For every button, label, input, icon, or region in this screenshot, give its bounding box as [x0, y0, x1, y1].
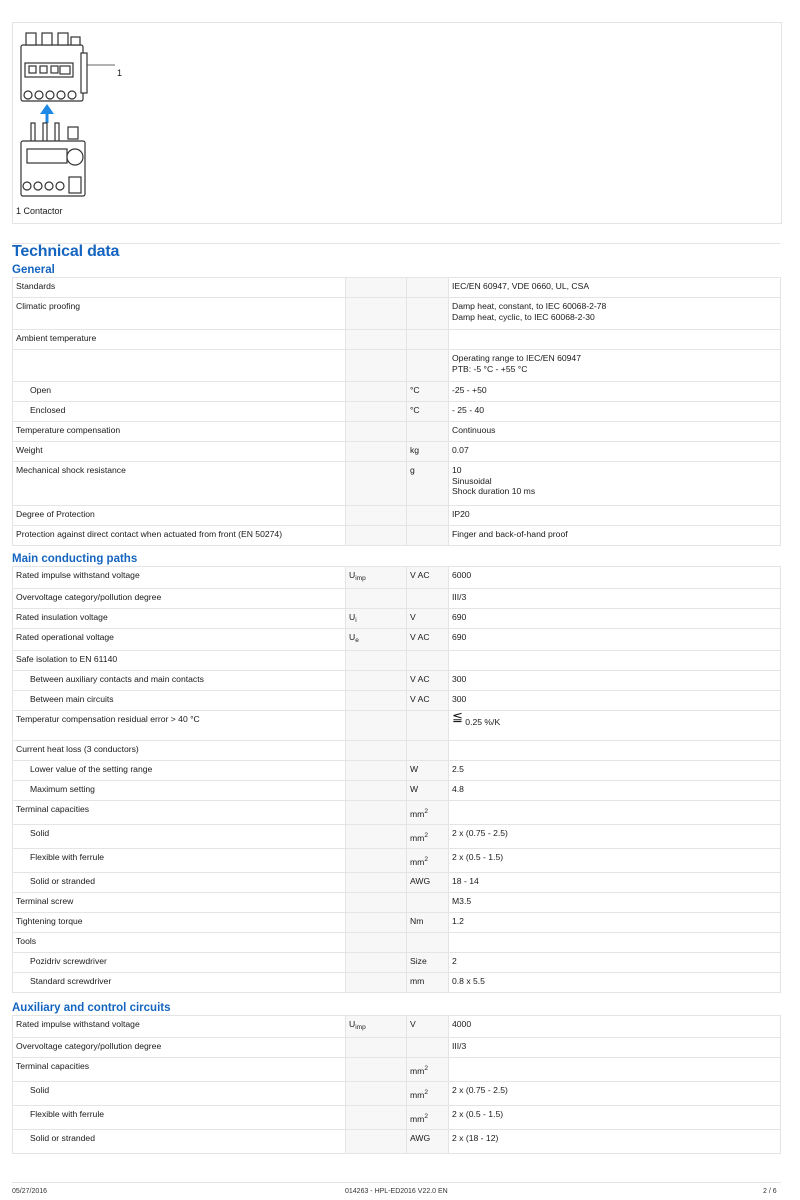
spec-row: [13, 651, 781, 671]
spec-row: [13, 567, 781, 589]
unit-text: V AC: [410, 570, 430, 580]
unit-text: W: [410, 784, 419, 794]
spec-label: Tightening torque: [13, 913, 346, 933]
spec-row: [13, 973, 781, 993]
spec-row: [13, 1130, 781, 1154]
unit-text: AWG: [410, 876, 431, 886]
spec-row: [13, 893, 781, 913]
spec-value-cell: [449, 1130, 781, 1154]
less-equal-icon: ≦: [452, 709, 463, 724]
spec-table: [12, 277, 781, 546]
spec-row: [13, 933, 781, 953]
spec-value-cell: [449, 526, 781, 546]
spec-value: 6000: [452, 570, 472, 580]
spec-value-cell: [449, 741, 781, 761]
unit-text: Nm: [410, 916, 424, 926]
spec-unit: [407, 873, 449, 893]
spec-row: [13, 589, 781, 609]
spec-value-cell: [449, 801, 781, 825]
spec-value-cell: [449, 298, 781, 330]
spec-symbol: [346, 1058, 407, 1082]
spec-value-cell: [449, 933, 781, 953]
spec-unit: [407, 589, 449, 609]
spec-value-cell: [449, 671, 781, 691]
section-heading: Main conducting paths: [12, 553, 138, 565]
spec-unit: [407, 382, 449, 402]
unit-text: kg: [410, 445, 420, 455]
spec-symbol: [346, 691, 407, 711]
spec-value-cell: [449, 402, 781, 422]
spec-value: Finger and back-of-hand proof: [452, 529, 568, 539]
spec-label: Climatic proofing: [13, 298, 346, 330]
section-main-conducting-paths: [12, 552, 781, 993]
spec-label: Flexible with ferrule: [13, 849, 346, 873]
spec-label: Maximum setting: [13, 781, 346, 801]
spec-unit: [407, 933, 449, 953]
spec-row: [13, 629, 781, 651]
spec-label: Flexible with ferrule: [13, 1106, 346, 1130]
spec-symbol: [346, 761, 407, 781]
spec-symbol: [346, 462, 407, 506]
spec-symbol: [346, 1130, 407, 1154]
spec-value-cell: [449, 761, 781, 781]
spec-value: IEC/EN 60947, VDE 0660, UL, CSA: [452, 281, 590, 291]
spec-unit: [407, 1038, 449, 1058]
spec-value-cell: [449, 506, 781, 526]
spec-row: [13, 609, 781, 629]
spec-row: [13, 849, 781, 873]
spec-value: 690: [452, 632, 467, 642]
spec-symbol: [346, 893, 407, 913]
spec-symbol: [346, 442, 407, 462]
unit-superscript: 2: [424, 1065, 428, 1072]
spec-label: Lower value of the setting range: [13, 761, 346, 781]
spec-row: [13, 526, 781, 546]
divider: [12, 243, 780, 244]
spec-value: 0.07: [452, 445, 469, 455]
spec-unit: [407, 953, 449, 973]
symbol-subscript: imp: [355, 1024, 366, 1031]
spec-value-cell: [449, 781, 781, 801]
symbol-letter: U: [349, 1019, 356, 1029]
spec-row: [13, 506, 781, 526]
spec-value-cell: [449, 422, 781, 442]
spec-value: 2: [452, 956, 457, 966]
callout-number: 1: [117, 68, 123, 78]
spec-symbol: [346, 422, 407, 442]
spec-table: [12, 1015, 781, 1154]
spec-row: [13, 761, 781, 781]
unit-text: g: [410, 465, 415, 475]
spec-row: [13, 1106, 781, 1130]
spec-value: 18 - 14: [452, 876, 479, 886]
spec-symbol: [346, 589, 407, 609]
spec-row: [13, 825, 781, 849]
footer-date: 05/27/2016: [12, 1188, 48, 1195]
spec-row: [13, 1082, 781, 1106]
section-general: [12, 263, 781, 546]
spec-value: Continuous: [452, 425, 496, 435]
spec-label: Overvoltage category/pollution degree: [13, 1038, 346, 1058]
spec-unit: [407, 350, 449, 382]
spec-symbol: [346, 350, 407, 382]
spec-label: Safe isolation to EN 61140: [13, 651, 346, 671]
spec-label: Enclosed: [13, 402, 346, 422]
spec-unit: [407, 402, 449, 422]
spec-label: [13, 350, 346, 382]
spec-label: Open: [13, 382, 346, 402]
spec-value: 4.8: [452, 784, 464, 794]
spec-symbol: [346, 1038, 407, 1058]
spec-value: III/3: [452, 592, 467, 602]
section-auxiliary-control-circuits: [12, 1001, 781, 1154]
spec-label: Tools: [13, 933, 346, 953]
spec-unit: [407, 741, 449, 761]
spec-label: Protection against direct contact when actuated from front (EN 50274): [13, 526, 346, 546]
spec-unit: [407, 651, 449, 671]
spec-value-cell: [449, 1058, 781, 1082]
symbol-letter: U: [349, 570, 356, 580]
spec-unit: [407, 1082, 449, 1106]
unit-text: V AC: [410, 694, 430, 704]
spec-label: Degree of Protection: [13, 506, 346, 526]
spec-label: Solid: [13, 825, 346, 849]
spec-table: [12, 566, 781, 993]
unit-text: V: [410, 1019, 416, 1029]
spec-symbol: [346, 629, 407, 651]
spec-value-cell: [449, 691, 781, 711]
spec-label: Pozidriv screwdriver: [13, 953, 346, 973]
unit-superscript: 2: [424, 808, 428, 815]
spec-unit: [407, 801, 449, 825]
spec-value-cell: [449, 953, 781, 973]
spec-unit: [407, 761, 449, 781]
spec-label: Current heat loss (3 conductors): [13, 741, 346, 761]
spec-unit: [407, 781, 449, 801]
unit-superscript: 2: [424, 856, 428, 863]
unit-superscript: 2: [424, 832, 428, 839]
spec-value-cell: [449, 973, 781, 993]
spec-row: [13, 422, 781, 442]
spec-value-cell: [449, 1082, 781, 1106]
spec-label: Weight: [13, 442, 346, 462]
spec-label: Temperature compensation: [13, 422, 346, 442]
spec-value-cell: [449, 330, 781, 350]
spec-label: Solid or stranded: [13, 1130, 346, 1154]
spec-unit: [407, 1106, 449, 1130]
spec-symbol: [346, 402, 407, 422]
spec-unit: [407, 506, 449, 526]
spec-value: Operating range to IEC/EN 60947 PTB: -5 °C - +55 °C: [452, 353, 581, 374]
spec-value: 2 x (0.75 - 2.5): [452, 828, 508, 838]
spec-value: 300: [452, 694, 467, 704]
spec-row: [13, 691, 781, 711]
unit-text: AWG: [410, 1133, 431, 1143]
spec-symbol: [346, 298, 407, 330]
spec-value-cell: [449, 1106, 781, 1130]
spec-value: 0.25 %/K: [465, 717, 501, 727]
spec-symbol: [346, 1082, 407, 1106]
spec-label: Rated insulation voltage: [13, 609, 346, 629]
spec-symbol: [346, 671, 407, 691]
unit-text: °C: [410, 405, 420, 415]
page-title: Technical data: [12, 243, 120, 260]
section-heading: General: [12, 264, 55, 276]
spec-symbol: [346, 873, 407, 893]
unit-text: Size: [410, 956, 427, 966]
unit-superscript: 2: [424, 1089, 428, 1096]
spec-row: [13, 801, 781, 825]
spec-value-cell: [449, 873, 781, 893]
spec-unit: [407, 973, 449, 993]
spec-value: 2 x (18 - 12): [452, 1133, 499, 1143]
spec-symbol: [346, 825, 407, 849]
unit-text: V: [410, 612, 416, 622]
spec-row: [13, 711, 781, 741]
spec-unit: [407, 298, 449, 330]
spec-value-cell: [449, 382, 781, 402]
spec-value: 2 x (0.75 - 2.5): [452, 1085, 508, 1095]
symbol-subscript: imp: [355, 575, 366, 582]
spec-label: Solid: [13, 1082, 346, 1106]
spec-value: 0.8 x 5.5: [452, 976, 485, 986]
spec-value-cell: [449, 567, 781, 589]
spec-label: Standards: [13, 278, 346, 298]
spec-unit: [407, 526, 449, 546]
spec-symbol: [346, 849, 407, 873]
spec-symbol: [346, 609, 407, 629]
spec-row: [13, 462, 781, 506]
spec-value: 1.2: [452, 916, 464, 926]
spec-symbol: [346, 711, 407, 741]
spec-unit: [407, 629, 449, 651]
spec-unit: [407, 442, 449, 462]
spec-symbol: [346, 1106, 407, 1130]
spec-value-cell: [449, 462, 781, 506]
spec-value-cell: [449, 711, 781, 741]
spec-value: 2.5: [452, 764, 464, 774]
spec-row: [13, 442, 781, 462]
unit-text: mm: [410, 1114, 425, 1124]
footer-document-id: 014263 - HPL-ED2016 V22.0 EN: [345, 1188, 448, 1195]
spec-label: Rated operational voltage: [13, 629, 346, 651]
spec-value-cell: [449, 849, 781, 873]
unit-text: °C: [410, 385, 420, 395]
spec-value: 2 x (0.5 - 1.5): [452, 852, 504, 862]
spec-symbol: [346, 651, 407, 671]
spec-symbol: [346, 953, 407, 973]
spec-value: 300: [452, 674, 467, 684]
symbol-letter: U: [349, 612, 356, 622]
spec-symbol: [346, 801, 407, 825]
spec-value: III/3: [452, 1041, 467, 1051]
spec-unit: [407, 1016, 449, 1038]
spec-value-cell: [449, 278, 781, 298]
spec-value-cell: [449, 893, 781, 913]
spec-label: Ambient temperature: [13, 330, 346, 350]
spec-value-cell: [449, 913, 781, 933]
spec-unit: [407, 1130, 449, 1154]
spec-label: Temperatur compensation residual error > 40 °C: [13, 711, 346, 741]
spec-row: [13, 350, 781, 382]
spec-value: -25 - +50: [452, 385, 487, 395]
unit-text: mm: [410, 809, 425, 819]
spec-unit: [407, 913, 449, 933]
spec-label: Terminal capacities: [13, 801, 346, 825]
spec-label: Solid or stranded: [13, 873, 346, 893]
spec-row: [13, 330, 781, 350]
unit-text: mm: [410, 1066, 425, 1076]
spec-unit: [407, 849, 449, 873]
spec-unit: [407, 567, 449, 589]
spec-label: Between main circuits: [13, 691, 346, 711]
spec-unit: [407, 893, 449, 913]
unit-text: mm: [410, 1090, 425, 1100]
spec-row: [13, 953, 781, 973]
spec-symbol: [346, 741, 407, 761]
spec-row: [13, 402, 781, 422]
spec-label: Mechanical shock resistance: [13, 462, 346, 506]
section-heading: Auxiliary and control circuits: [12, 1002, 171, 1014]
spec-symbol: [346, 1016, 407, 1038]
spec-value: M3.5: [452, 896, 472, 906]
spec-unit: [407, 825, 449, 849]
spec-label: Overvoltage category/pollution degree: [13, 589, 346, 609]
spec-label: Between auxiliary contacts and main contacts: [13, 671, 346, 691]
spec-unit: [407, 1058, 449, 1082]
spec-label: Rated impulse withstand voltage: [13, 567, 346, 589]
spec-value: Damp heat, constant, to IEC 60068-2-78 Damp heat, cyclic, to IEC 60068-2-30: [452, 301, 607, 322]
figure-caption: 1 Contactor: [16, 206, 63, 216]
spec-row: [13, 741, 781, 761]
symbol-subscript: i: [355, 617, 357, 624]
spec-value-cell: [449, 629, 781, 651]
spec-symbol: [346, 913, 407, 933]
spec-value: IP20: [452, 509, 470, 519]
spec-row: [13, 1058, 781, 1082]
spec-unit: [407, 278, 449, 298]
spec-symbol: [346, 526, 407, 546]
unit-text: W: [410, 764, 419, 774]
spec-value: - 25 - 40: [452, 405, 485, 415]
spec-value-cell: [449, 651, 781, 671]
spec-row: [13, 671, 781, 691]
spec-value: 10 Sinusoidal Shock duration 10 ms: [452, 465, 536, 496]
spec-value: 2 x (0.5 - 1.5): [452, 1109, 504, 1119]
spec-symbol: [346, 278, 407, 298]
spec-unit: [407, 711, 449, 741]
spec-label: Terminal capacities: [13, 1058, 346, 1082]
unit-text: V AC: [410, 674, 430, 684]
spec-label: Rated impulse withstand voltage: [13, 1016, 346, 1038]
spec-unit: [407, 422, 449, 442]
spec-label: Standard screwdriver: [13, 973, 346, 993]
spec-symbol: [346, 567, 407, 589]
contactor-overload-relay-illustration: [13, 23, 781, 223]
spec-value-cell: [449, 609, 781, 629]
spec-row: [13, 1016, 781, 1038]
spec-value-cell: [449, 1016, 781, 1038]
footer-divider: [12, 1182, 781, 1183]
unit-text: V AC: [410, 632, 430, 642]
spec-row: [13, 873, 781, 893]
spec-value: 690: [452, 612, 467, 622]
spec-value-cell: [449, 1038, 781, 1058]
unit-text: mm: [410, 833, 425, 843]
symbol-subscript: e: [355, 637, 359, 644]
spec-row: [13, 278, 781, 298]
spec-symbol: [346, 382, 407, 402]
spec-unit: [407, 609, 449, 629]
unit-text: mm: [410, 857, 425, 867]
spec-row: [13, 913, 781, 933]
spec-symbol: [346, 506, 407, 526]
unit-superscript: 2: [424, 1113, 428, 1120]
spec-value: 4000: [452, 1019, 472, 1029]
spec-value-cell: [449, 442, 781, 462]
symbol-letter: U: [349, 632, 356, 642]
spec-symbol: [346, 330, 407, 350]
spec-unit: [407, 330, 449, 350]
unit-text: mm: [410, 976, 425, 986]
spec-symbol: [346, 781, 407, 801]
spec-row: [13, 298, 781, 330]
spec-row: [13, 781, 781, 801]
spec-symbol: [346, 933, 407, 953]
spec-unit: [407, 671, 449, 691]
spec-label: Terminal screw: [13, 893, 346, 913]
spec-symbol: [346, 973, 407, 993]
spec-row: [13, 382, 781, 402]
spec-unit: [407, 462, 449, 506]
spec-row: [13, 1038, 781, 1058]
spec-value-cell: [449, 350, 781, 382]
spec-unit: [407, 691, 449, 711]
spec-value-cell: [449, 589, 781, 609]
figure-box: [12, 22, 782, 224]
footer-page-number: 2 / 6: [763, 1188, 777, 1195]
spec-value-cell: [449, 825, 781, 849]
